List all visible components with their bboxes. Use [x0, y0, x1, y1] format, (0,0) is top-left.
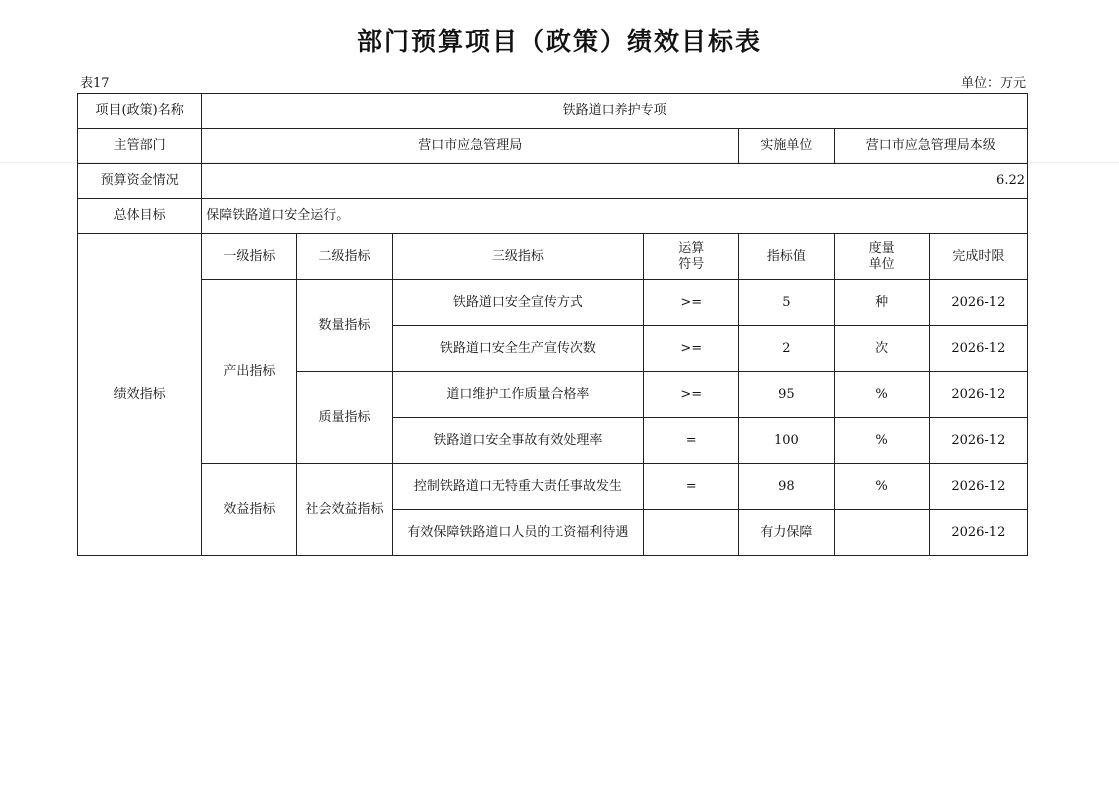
- indicator-name: 铁路道口安全宣传方式: [392, 280, 644, 326]
- indicator-deadline: 2026-12: [929, 418, 1027, 464]
- group-benefit: 效益指标: [202, 464, 297, 556]
- header-level1: 一级指标: [202, 234, 297, 280]
- indicator-header-row: [78, 234, 1028, 280]
- indicator-value: 2: [739, 326, 834, 372]
- indicator-unit: %: [834, 372, 929, 418]
- indicator-operator: >=: [644, 280, 739, 326]
- indicator-deadline: 2026-12: [929, 372, 1027, 418]
- project-name-row: [78, 94, 1028, 129]
- indicator-name: 道口维护工作质量合格率: [392, 372, 644, 418]
- budget-row: [78, 164, 1028, 199]
- indicator-operator: >=: [644, 326, 739, 372]
- indicator-name: 有效保障铁路道口人员的工资福利待遇: [392, 510, 644, 556]
- header-operator-line1: 运算: [678, 240, 705, 256]
- performance-target-table: [77, 93, 1028, 556]
- group-quantity: 数量指标: [297, 280, 392, 372]
- header-unit: [834, 234, 929, 280]
- indicator-unit: 次: [834, 326, 929, 372]
- project-name-value: 铁路道口养护专项: [202, 94, 1028, 129]
- overall-goal-value: 保障铁路道口安全运行。: [202, 199, 1028, 234]
- indicator-deadline: 2026-12: [929, 510, 1027, 556]
- indicator-row: [78, 464, 1028, 510]
- department-label: 主管部门: [78, 129, 202, 164]
- unit-note: 单位：万元: [960, 76, 1026, 91]
- project-name-label: 项目(政策)名称: [78, 94, 202, 129]
- indicator-unit: %: [834, 464, 929, 510]
- indicator-operator: >=: [644, 372, 739, 418]
- implementer-label: 实施单位: [739, 129, 834, 164]
- indicator-value: 100: [739, 418, 834, 464]
- indicator-value: 有力保障: [739, 510, 834, 556]
- indicator-value: 5: [739, 280, 834, 326]
- indicator-operator: [644, 510, 739, 556]
- indicator-operator: =: [644, 418, 739, 464]
- header-level2: 二级指标: [297, 234, 392, 280]
- indicator-deadline: 2026-12: [929, 326, 1027, 372]
- indicator-value: 98: [739, 464, 834, 510]
- department-value: 营口市应急管理局: [202, 129, 739, 164]
- implementer-value: 营口市应急管理局本级: [834, 129, 1027, 164]
- header-level3: 三级指标: [392, 234, 644, 280]
- budget-label: 预算资金情况: [78, 164, 202, 199]
- header-unit-line1: 度量: [868, 240, 895, 256]
- indicator-name: 控制铁路道口无特重大责任事故发生: [392, 464, 644, 510]
- group-output: 产出指标: [202, 280, 297, 464]
- group-social-benefit: 社会效益指标: [297, 464, 392, 556]
- group-quality: 质量指标: [297, 372, 392, 464]
- indicator-deadline: 2026-12: [929, 280, 1027, 326]
- indicator-operator: =: [644, 464, 739, 510]
- indicator-unit: %: [834, 418, 929, 464]
- indicator-name: 铁路道口安全事故有效处理率: [392, 418, 644, 464]
- overall-goal-label: 总体目标: [78, 199, 202, 234]
- header-unit-line2: 单位: [868, 256, 895, 272]
- table-number: 表17: [80, 76, 110, 91]
- indicator-unit: 种: [834, 280, 929, 326]
- page-title: 部门预算项目（政策）绩效目标表: [356, 27, 762, 56]
- budget-value: 6.22: [202, 164, 1028, 199]
- indicator-name: 铁路道口安全生产宣传次数: [392, 326, 644, 372]
- performance-indicators-label: 绩效指标: [78, 234, 202, 556]
- indicator-deadline: 2026-12: [929, 464, 1027, 510]
- department-row: [78, 129, 1028, 164]
- indicator-value: 95: [739, 372, 834, 418]
- indicator-row: [78, 280, 1028, 326]
- header-operator: [644, 234, 739, 280]
- indicator-unit: [834, 510, 929, 556]
- header-operator-line2: 符号: [678, 256, 705, 272]
- header-value: 指标值: [739, 234, 834, 280]
- overall-goal-row: [78, 199, 1028, 234]
- header-deadline: 完成时限: [929, 234, 1027, 280]
